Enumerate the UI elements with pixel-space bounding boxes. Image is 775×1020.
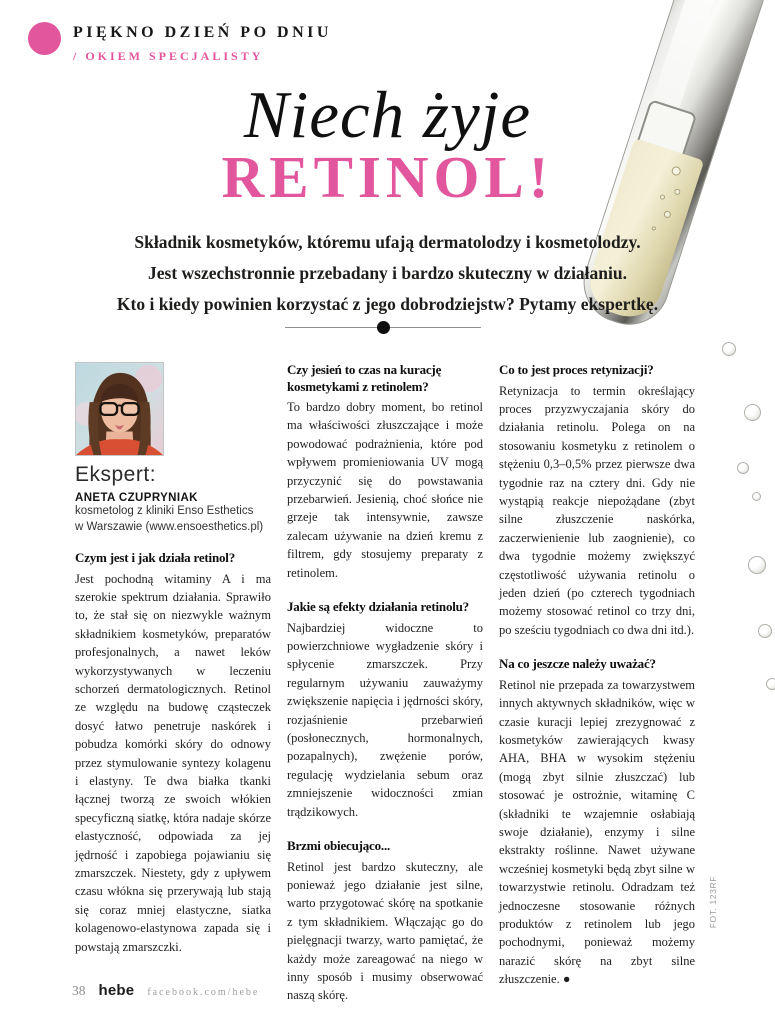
article-paragraph: Retinol nie przepada za towarzystwem innych aktywnych składników, więc w czasie kuracji lepiej zrezygnować z kosmetyków zawierających kwasy AHA, BHA w wysokim stężeniu (mogą zbyt silnie złuszczać) lub stosować je ostrożnie, witaminę C (składniki te wzajemnie osłabiają swoje działanie), enzymy i silne ekstrakty roślinne. Nawet używane wcześniej kosmetyki będą zbyt silne w towarzystwie retinolu. Odradzam też jednoczesne stosowanie różnych produktów z retinolem lub jego pochodnymi, ponieważ możemy narazić skórę na zbyt silne złuszczenie. ● [499, 677, 695, 987]
column-3 [499, 362, 695, 1005]
article-paragraph: Retinol jest bardzo skuteczny, ale ponieważ jego działanie jest silne, warto przygotować skórę na spotkanie z tym składnikiem. Włączając go do pielęgnacji twarzy, warto pamiętać, że każdy może zareagować na niego w inny sposób i musimy obserwować naszą skórę. [287, 859, 483, 1003]
droplet-icon [748, 556, 766, 574]
standfirst [0, 227, 775, 320]
column-1 [75, 362, 271, 1005]
article-paragraph: Jest pochodną witaminy A i ma szerokie spektrum działania. Sprawiło to, że stał się on niezwykle ważnym składnikiem kosmetyków, preparatów profesjonalnych, a nawet leków wykorzystywanych w leczeniu schorzeń dermatologicznych. Retinol ze względu na budowę cząsteczek dosyć łatwo penetruje naskórek i pobudza komórki skóry do odnowy przez stymulowanie syntezy kolagenu i elastyny. Te dwa białka tkanki łącznej tworzą ze swoich włókien specyficzną siatkę, która nadaje skórze elastyczność, odpowiada za jej jędrność i zapobiega pojawianiu się zmarszczek. Niestety, gdy z upływem czasu włókna się przerywają lub stają się coraz mniej elastyczne, siatka kolagenowo-elastynowa zapada się i powstają zmarszczki. [75, 571, 271, 954]
question-heading: Jakie są efekty działania retinolu? [287, 599, 469, 615]
article-section [287, 599, 483, 821]
article-title-line2: RETINOL! [221, 144, 554, 210]
article-section [287, 362, 483, 582]
question-heading: Brzmi obiecująco... [287, 838, 391, 854]
droplet-icon [766, 678, 775, 690]
page-number: 38 [72, 983, 86, 998]
expert-role-line: kosmetolog z kliniki Enso Esthetics [75, 505, 254, 517]
article-title-line1: Niech żyje [243, 78, 532, 152]
page-footer [72, 982, 259, 999]
question-heading: Czym jest i jak działa retinol? [75, 550, 236, 565]
droplet-icon [722, 342, 736, 356]
question-heading: Na co jeszcze należy uważać? [499, 656, 656, 672]
brand-dot-icon [28, 22, 61, 55]
question-heading: Co to jest proces retynizacji? [499, 362, 654, 377]
droplet-icon [744, 404, 761, 421]
column-2 [287, 362, 483, 1005]
article-paragraph: Najbardziej widoczne to powierzchniowe wygładzenie skóry i spłycenie zmarszczek. Przy regularnym używaniu zauważymy zwiększenie napięcia i jędrności skóry, rozjaśnienie przebarwień (posłonecznych, hormonalnych, pozapalnych), zwężenie porów, regulację wydzielania sebum oraz zmniejszenie widoczności zmian trądzikowych. [287, 620, 483, 819]
photo-credit: FOT. 123RF [708, 876, 718, 929]
expert-block [75, 362, 271, 535]
droplet-icon [737, 462, 749, 474]
article-paragraph: To bardzo dobry moment, bo retinol ma właściwości złuszczające i może powodować podrażnienia, które pod wpływem promieniowania UV mogą przyczynić się do powstawania przebarwień. Jesienią, choć słońce nie grzeje tak intensywnie, zawsze zalecam używanie na dzień kremu z filtrem, gdy stosujemy preparaty z retinolem. [287, 400, 483, 580]
expert-name: ANETA CZUPRYNIAK [75, 492, 198, 504]
article-section [287, 838, 483, 1005]
article-section [75, 550, 271, 956]
article-section [499, 656, 695, 988]
facebook-url: facebook.com/hebe [147, 987, 260, 998]
standfirst-line: Jest wszechstronnie przebadany i bardzo skuteczny w działaniu. [148, 263, 627, 283]
section-title: PIĘKNO DZIEŃ PO DNIU [73, 24, 332, 41]
question-heading: Czy jesień to czas na kurację kosmetykami z retinolem? [287, 362, 442, 394]
expert-role-line: w Warszawie (www.ensoesthetics.pl) [75, 520, 264, 533]
article-section [499, 362, 695, 639]
hebe-logo: hebe [98, 982, 135, 999]
article-paragraph: Retynizacja to termin określający proces przyzwyczajania skóry do działania retinolu. Polega on na stosowaniu kosmetyku z retinolem o stężeniu 0,3–0,5% przez pierwsze dwa tygodnie raz na cztery dni. Gdy nie wystąpią reakcje niepożądane (zbyt silne złuszczenie naskórka, zaczerwienienie lub zaognienie), co dwa tygodnie możemy zwiększyć częstotliwość używania retinolu o jeden dzień (po czterech tygodniach możemy stosować retinol co trzy dni, po sześciu tygodniach co dwa dni itd.). [499, 383, 695, 637]
droplet-icon [752, 492, 761, 501]
expert-label: Ekspert: [75, 463, 157, 486]
droplet-icon [758, 624, 772, 638]
divider-dot-icon [377, 321, 390, 334]
bubble-icon [663, 210, 672, 219]
expert-photo [75, 362, 164, 456]
article-columns [75, 362, 695, 1005]
standfirst-line: Składnik kosmetyków, któremu ufają dermatolodzy i kosmetolodzy. [134, 232, 641, 252]
standfirst-line: Kto i kiedy powinien korzystać z jego dobrodziejstw? Pytamy ekspertkę. [116, 294, 659, 314]
section-subtitle: / OKIEM SPECJALISTY [73, 49, 264, 63]
